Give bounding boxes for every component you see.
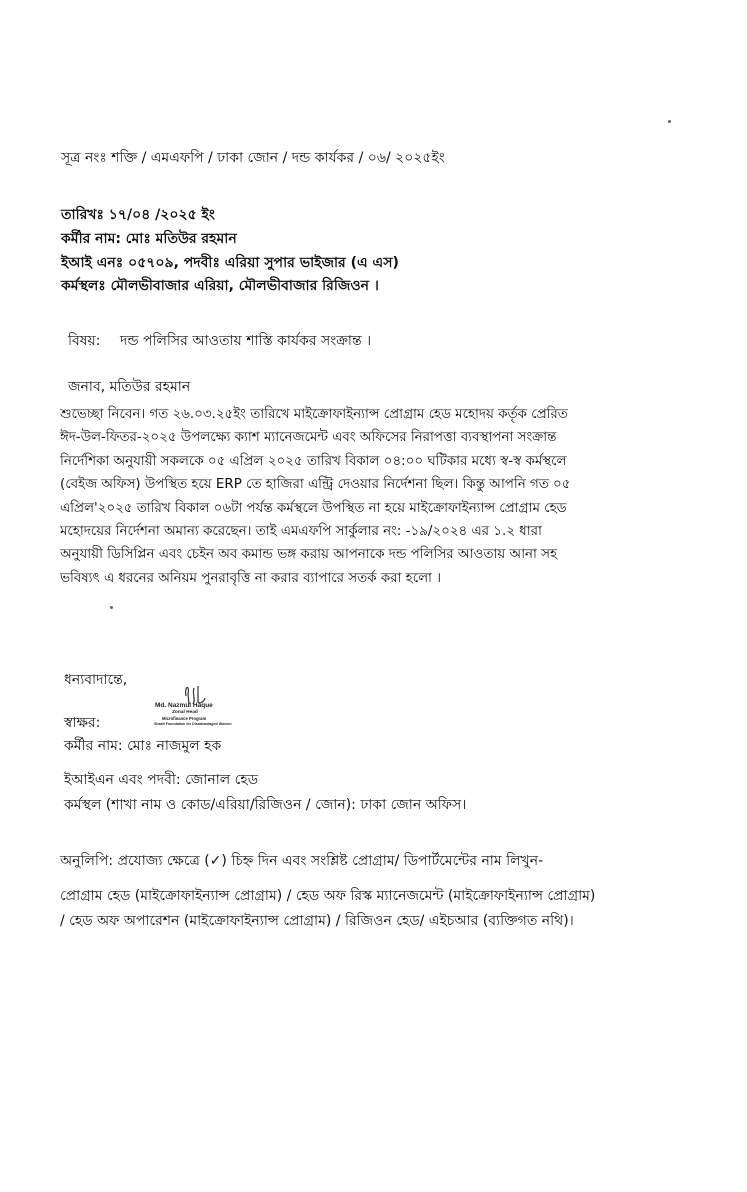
body-line: অনুযায়ী ডিসিপ্লিন এবং চেইন অব কমান্ড ভঙ্গ করায় আপনাকে দন্ড পলিসির আওতায় আনা সহ (60, 547, 558, 563)
copy-recipients-line-1: প্রোগ্রাম হেড (মাইক্রোফাইন্যান্স প্রোগ্রাম) / হেড অফ রিস্ক ম্যানেজমেন্ট (মাইক্রোফাইন্যান্স প্রোগ্রাম) (60, 888, 596, 904)
signer-name: কর্মীর নাম: মোঃ নাজমুল হক (64, 738, 222, 754)
signature-label: স্বাক্ষর: (64, 715, 101, 731)
reference-number: সূত্র নংঃ শক্তি / এমএফপি / ঢাকা জোন / দন্ড কার্যকর / ০৬/ ২০২৫ইং (61, 150, 445, 166)
body-line: নির্দেশিকা অনুযায়ী সকলকে ০৫ এপ্রিল ২০২৫ তারিখ বিকাল ০৪:০০ ঘটিকার মধ্যে স্ব-স্ব কর্মস্থলে (60, 453, 567, 469)
stamp-name: Md. Nazmul Haque (155, 702, 213, 709)
scan-speck (110, 606, 113, 609)
scan-speck (668, 120, 671, 123)
signature-stamp (150, 682, 250, 732)
letter-body (60, 403, 700, 590)
body-line: মহোদয়ের নির্দেশনা অমান্য করেছেন। তাই এমএফপি সার্কুলার নং: -১৯/২০২৪ এর ১.২ ধারা (60, 524, 542, 540)
signer-workplace: কর্মস্থল (শাখা নাম ও কোড/এরিয়া/রিজিওন / জোন): ঢাকা জোন অফিস। (64, 797, 467, 813)
body-line: ঈদ-উল-ফিতর-২০২৫ উপলক্ষ্যে ক্যাশ ম্যানেজমেন্ট এবং অফিসের নিরাপত্তা ব্যবস্থাপনা সংক্রান্ত (60, 430, 557, 446)
letter-date: তারিখঃ ১৭/০৪ /২০২৫ ইং (61, 207, 215, 223)
body-line: (বেইজ অফিস) উপস্থিত হয়ে ERP তে হাজিরা এন্ট্রি দেওয়ার নির্দেশনা ছিল। কিন্তু আপনি গত ০৫ (60, 477, 571, 493)
salutation: জনাব, মতিউর রহমান (68, 379, 191, 395)
signer-eid-designation: ইআইএন এবং পদবী: জোনাল হেড (64, 772, 258, 788)
stamp-title: Zonal Head (172, 710, 198, 715)
subject-label: বিষয়: (68, 333, 101, 349)
copy-recipients-line-2: / হেড অফ অপারেশন (মাইক্রোফাইন্যান্স প্রোগ্রাম) / রিজিওন হেড/ এইচআর (ব্যক্তিগত নথি)। (60, 913, 574, 929)
body-line: শুভেচ্ছা নিবেন। গত ২৬.০৩.২৫ইং তারিখে মাইক্রোফাইন্যান্স প্রোগ্রাম হেড মহোদয় কর্তৃক প্রেরিত (60, 407, 568, 422)
stamp-program: Microfinance Program (162, 716, 207, 721)
body-line: ভবিষ্যৎ এ ধরনের অনিয়ম পুনরাবৃত্তি না করার ব্যাপারে সতর্ক করা হলো । (60, 570, 441, 586)
subject-text: দন্ড পলিসির আওতায় শাস্তি কার্যকর সংক্রান্ত । (120, 333, 372, 349)
employee-name: কর্মীর নাম: মোঃ মতিউর রহমান (61, 231, 237, 247)
stamp-org: Shakti Foundation for Disadvantaged Women (154, 722, 232, 726)
employee-eid-designation: ইআই এনঃ ০৫৭০৯, পদবীঃ এরিয়া সুপার ভাইজার (এ এস) (61, 255, 399, 271)
body-line: এপ্রিল'২০২৫ তারিখ বিকাল ০৬টা পর্যন্ত কর্মস্থলে উপস্থিত না হয়ে মাইক্রোফাইন্যান্স প্রোগ্রাম হেড (60, 500, 567, 516)
closing-thanks: ধন্যবাদান্তে, (64, 672, 128, 688)
copy-instruction: অনুলিপি: প্রযোজ্য ক্ষেত্রে (✓) চিহ্ন দিন এবং সংশ্লিষ্ট প্রোগ্রাম/ ডিপার্টমেন্টের নাম লিখুন- (60, 853, 544, 869)
employee-workplace: কর্মস্থলঃ মৌলভীবাজার এরিয়া, মৌলভীবাজার রিজিওন । (61, 278, 379, 294)
